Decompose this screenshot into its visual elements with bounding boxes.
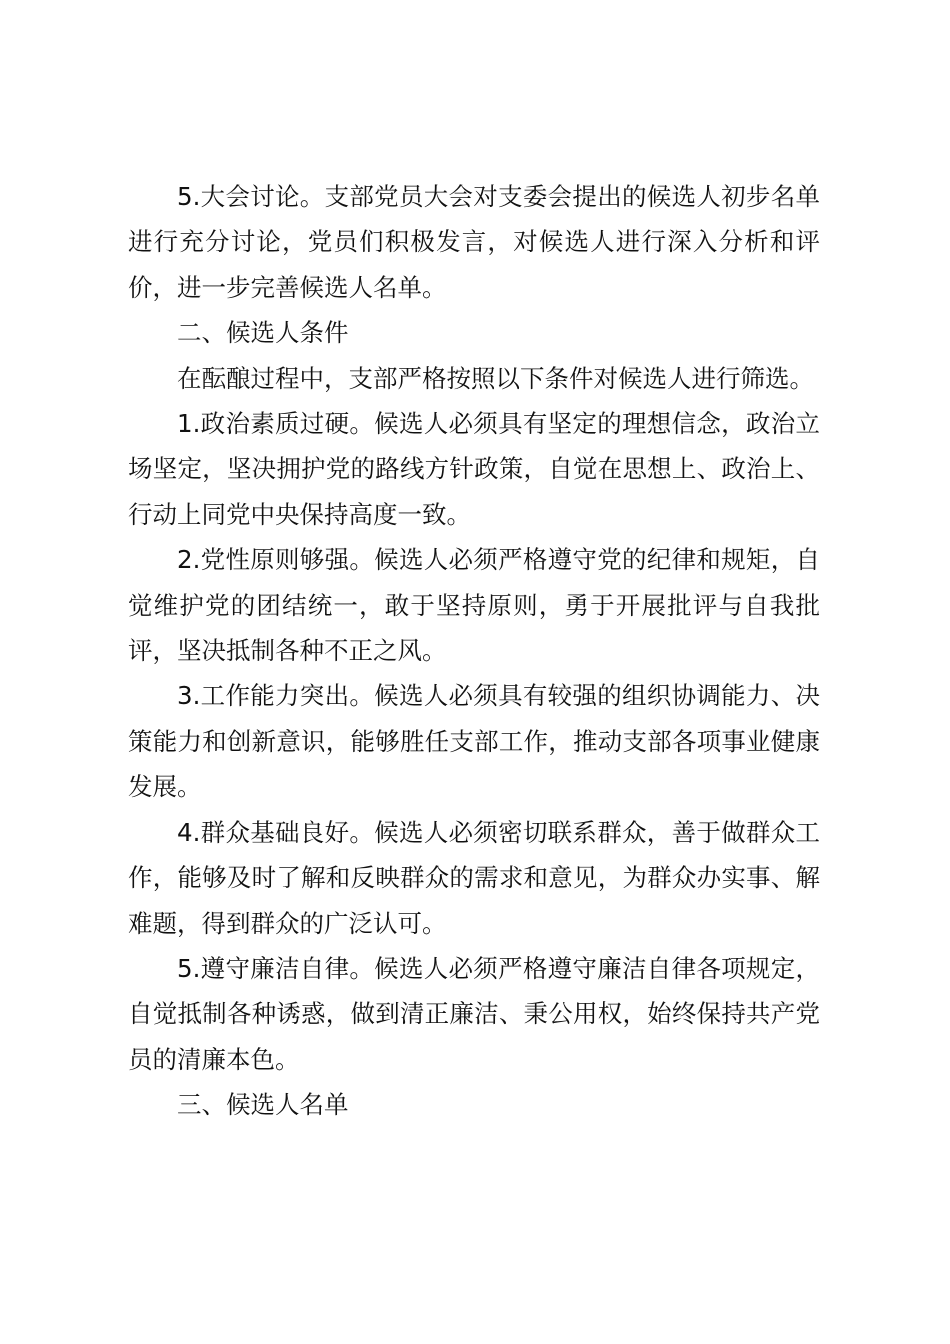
section-heading-candidate-list: 三、候选人名单 — [177, 1090, 349, 1120]
paragraph-integrity: 5.遵守廉洁自律。候选人必须严格遵守廉洁自律各项规定，自觉抵制各种诱惑，做到清正廉洁、秉公用权，始终保持共产党员的清廉本色。 — [128, 953, 820, 1074]
paragraph-political-quality: 1.政治素质过硬。候选人必须具有坚定的理想信念，政治立场坚定，坚决拥护党的路线方针政策，自觉在思想上、政治上、行动上同党中央保持高度一致。 — [128, 409, 820, 529]
paragraph-work-ability: 3.工作能力突出。候选人必须具有较强的组织协调能力、决策能力和创新意识，能够胜任支部工作，推动支部各项事业健康发展。 — [128, 681, 820, 802]
paragraph-party-principle: 2.党性原则够强。候选人必须严格遵守党的纪律和规矩，自觉维护党的团结统一，敢于坚持原则，勇于开展批评与自我批评，坚决抵制各种不正之风。 — [128, 545, 820, 666]
section-heading-candidate-conditions: 二、候选人条件 — [177, 318, 349, 348]
paragraph-meeting-discussion: 5.大会讨论。支部党员大会对支委会提出的候选人初步名单进行充分讨论，党员们积极发言，对候选人进行深入分析和评价，进一步完善候选人名单。 — [128, 182, 820, 302]
paragraph-mass-foundation: 4.群众基础良好。候选人必须密切联系群众，善于做群众工作，能够及时了解和反映群众的需求和意见，为群众办实事、解难题，得到群众的广泛认可。 — [128, 817, 820, 938]
paragraph-screening-intro: 在酝酿过程中，支部严格按照以下条件对候选人进行筛选。 — [177, 363, 814, 393]
document-body — [128, 174, 820, 1128]
